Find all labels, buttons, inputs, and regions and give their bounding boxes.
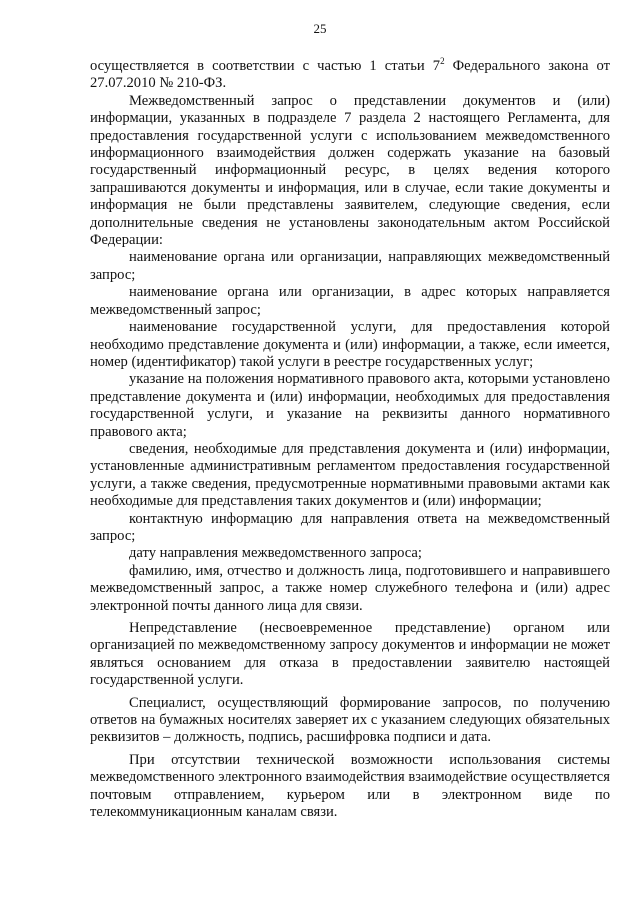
list-item-service-name: наименование государственной услуги, для предоставления которой необходимо представление документа и (или) информации, а также, если имеется, номер (идентификатор) такой услуги в реестре государственных услуг; — [90, 319, 610, 370]
list-item-responsible-person: фамилию, имя, отчество и должность лица, подготовившего и направившего межведомственный запрос, а также номер служебного телефона и (или) адрес электронной почты данного лица для связи. — [90, 562, 610, 614]
list-item-contact-information: контактную информацию для направления ответа на межведомственный запрос; — [90, 510, 610, 544]
paragraph-specialist-certification: Специалист, осуществляющий формирование запросов, по получению ответов на бумажных носителях заверяет их с указанием следующих обязательных реквизитов – должность, подпись, расшифровка подписи и дата. — [90, 694, 610, 746]
list-item-required-information: сведения, необходимые для представления документа и (или) информации, установленные административным регламентом предоставления государственной услуги, а также сведения, предусмотренные нормативными правовыми актами как необходимые для представления таких документов и (или) информации; — [90, 440, 610, 510]
paragraph-non-submission: Непредставление (несвоевременное представление) органом или организацией по межведомственному запросу документов и информации не может являться основанием для отказа в предоставлении заявителю настоящей государственной услуги. — [90, 620, 610, 689]
page-number: 25 — [313, 21, 327, 36]
document-body — [90, 58, 610, 821]
list-item-legal-act-reference: указание на положения нормативного правового акта, которыми установлено представление документа и (или) информации, необходимых для предоставления государственной услуги, и указание на реквизиты данного нормативного правового акта; — [90, 371, 610, 440]
list-item-recipient-organ-name: наименование органа или организации, в адрес которых направляется межведомственный запрос; — [90, 284, 610, 318]
list-item-requesting-organ-name: наименование органа или организации, направляющих межведомственный запрос; — [90, 249, 610, 283]
paragraph-interagency-request-requirements: Межведомственный запрос о представлении документов и (или) информации, указанных в подразделе 7 раздела 2 настоящего Регламента, для предоставления государственной услуги с использованием межведомственного информационного взаимодействия должен содержать указание на базовый государственный информационный ресурс, в целях ведения которого запрашиваются документы и информация, или в случае, если такие документы и информация не были представлены заявителем, следующие сведения, если дополнительные сведения не установлены законодательным актом Российской Федерации: — [90, 92, 610, 249]
superscript-article-number: 2 — [440, 56, 445, 66]
paragraph-law-reference — [90, 58, 610, 93]
list-item-request-date: дату направления межведомственного запроса; — [129, 545, 422, 562]
paragraph-text-before-superscript: осуществляется в соответствии с частью 1 статьи 7 — [90, 58, 441, 74]
paragraph-text-after-superscript: Федерального закона от 27.07.2010 № 210-ФЗ. — [90, 58, 610, 92]
paragraph-no-technical-capability: При отсутствии технической возможности использования системы межведомственного электронного взаимодействия взаимодействие осуществляется почтовым отправлением, курьером или в электронном виде по телекоммуникационным каналам связи. — [90, 751, 610, 821]
